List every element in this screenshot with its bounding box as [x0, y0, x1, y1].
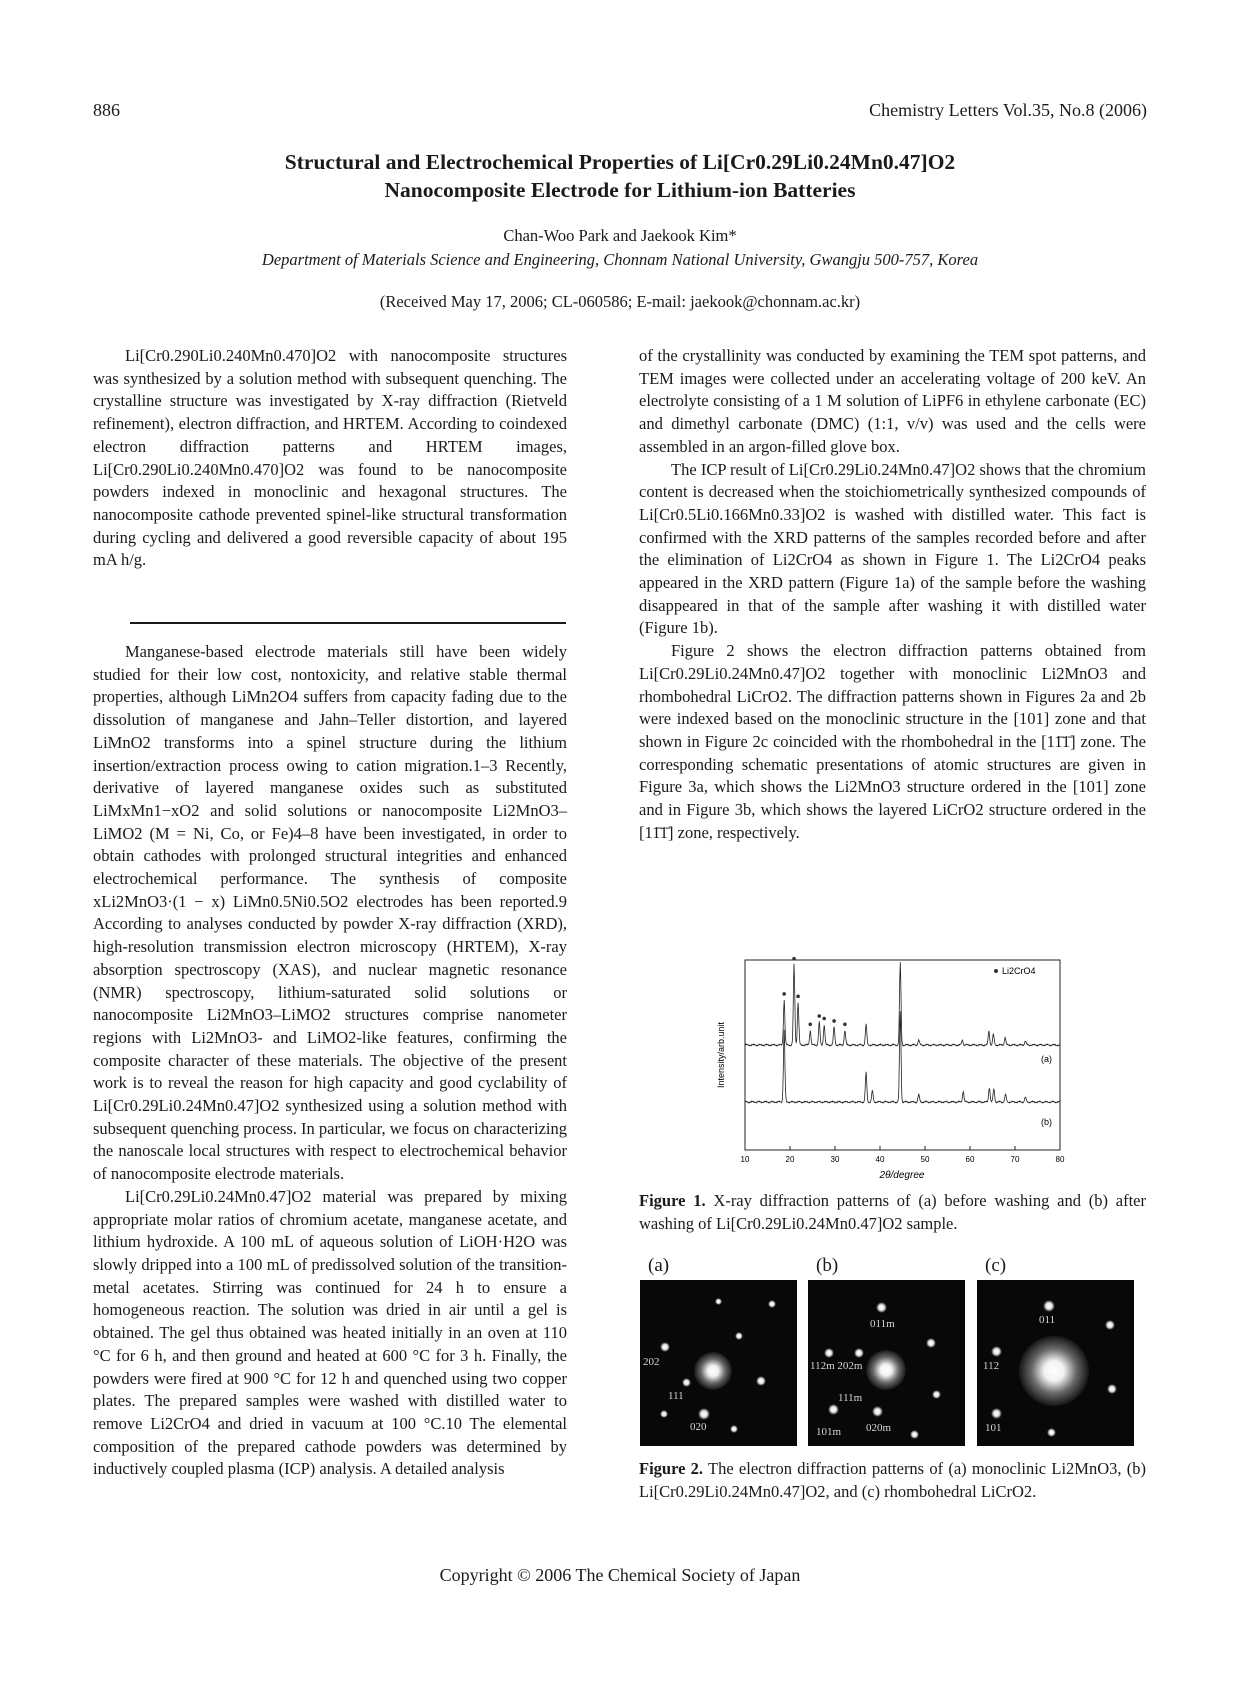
x-tick-label: 60 [965, 1155, 975, 1164]
received-line: (Received May 17, 2006; CL-060586; E-mail: jaekook@chonnam.ac.kr) [379, 292, 861, 311]
index-label: 112m 202m [810, 1360, 863, 1372]
index-label: 112 [983, 1360, 1000, 1372]
index-label: 111 [668, 1390, 684, 1402]
series-label-a: (a) [1041, 1054, 1052, 1064]
li2cro4-peak-marker [832, 1019, 836, 1023]
index-label: 020 [690, 1421, 707, 1433]
legend-label: Li2CrO4 [1002, 966, 1036, 976]
figure1-caption [639, 1190, 1146, 1235]
x-tick-label: 20 [785, 1155, 795, 1164]
li2cro4-peak-marker [843, 1022, 847, 1026]
panel-label-c: (c) [985, 1255, 1007, 1276]
central-beam [694, 1352, 732, 1390]
diffraction-pattern-b [808, 1280, 965, 1446]
li2cro4-peak-marker [796, 995, 800, 999]
x-tick-label: 30 [830, 1155, 840, 1164]
paper-title-line1: Structural and Electrochemical Properties of Li[Cr0.29Li0.24Mn0.47]O2 [284, 150, 956, 174]
x-tick-label: 50 [920, 1155, 930, 1164]
li2cro4-peak-marker [817, 1014, 821, 1018]
x-tick-label: 10 [740, 1155, 750, 1164]
figure2-caption-label: Figure 2. [639, 1459, 704, 1478]
abstract-text: Li[Cr0.290Li0.240Mn0.470]O2 with nanocomposite structures was synthesized by a solution method with subsequent quenching. The crystalline structure was investigated by X-ray diffraction (Rietveld refinement), electron diffraction, and HRTEM. According to coindexed electron diffraction patterns and HRTEM images, Li[Cr0.290Li0.240Mn0.470]O2 was found to be nanocomposite powders indexed in monoclinic and hexagonal structures. The nanocomposite cathode prevented spinel-like structural transformation during cycling and delivered a good reversible capacity of about 195 mA h/g. [93, 346, 567, 570]
abstract-divider [130, 622, 566, 624]
li2cro4-peak-marker [792, 957, 796, 961]
authors: Chan-Woo Park and Jaekook Kim* [503, 226, 737, 245]
x-tick-label: 40 [875, 1155, 885, 1164]
li2cro4-peak-marker [822, 1017, 826, 1021]
page-number: 886 [93, 100, 120, 120]
paper-title-line2: Nanocomposite Electrode for Lithium-ion Batteries [384, 178, 856, 202]
figure2-caption [639, 1458, 1146, 1503]
plot-frame [745, 960, 1060, 1150]
x-tick-label: 70 [1010, 1155, 1020, 1164]
diffraction-pattern-c [977, 1280, 1134, 1446]
central-beam [1019, 1336, 1089, 1406]
xrd-chart [700, 950, 1080, 1185]
index-label: 111m [838, 1392, 863, 1404]
figure1-caption-text: X-ray diffraction patterns of (a) before washing and (b) after washing of Li[Cr0.29Li0.24Mn0.47]O2 sample. [639, 1191, 1146, 1233]
central-beam [866, 1350, 906, 1390]
panel-label-b: (b) [816, 1255, 839, 1276]
figure1-caption-label: Figure 1. [639, 1191, 706, 1210]
index-label: 101 [985, 1422, 1002, 1434]
index-label: 011m [870, 1318, 895, 1330]
index-label: 101m [816, 1426, 842, 1438]
legend-marker [994, 969, 998, 973]
index-label: 011 [1039, 1314, 1056, 1326]
xrd-series-b [745, 1011, 1060, 1103]
journal-header: Chemistry Letters Vol.35, No.8 (2006) [869, 100, 1147, 120]
x-axis-label: 2θ/degree [879, 1170, 925, 1181]
affiliation: Department of Materials Science and Engineering, Chonnam National University, Gwangju 500-757, Korea [261, 250, 979, 269]
li2cro4-peak-marker [782, 992, 786, 996]
index-label: 020m [866, 1422, 892, 1434]
panel-label-a: (a) [648, 1255, 670, 1276]
figure2-caption-text: The electron diffraction patterns of (a) monoclinic Li2MnO3, (b) Li[Cr0.29Li0.24Mn0.47]O2, and (c) rhombohedral LiCrO2. [639, 1459, 1146, 1501]
li2cro4-peak-marker [808, 1022, 812, 1026]
body-left-column [93, 641, 567, 1481]
diffraction-pattern-a [640, 1280, 797, 1446]
index-label: 202 [643, 1356, 660, 1368]
body-paragraph: Manganese-based electrode materials still have been widely studied for their low cost, nontoxicity, and relative stable thermal properties, although LiMn2O4 suffers from capacity fading due to the dissolution of manganese and Jahn–Teller distortion, and layered LiMnO2 transforms into a spinel structure during the lithium insertion/extraction process owing to cation migration.1–3 Recently, derivative of layered manganese oxides such as substituted LiMxMn1−xO2 and solid solutions or nanocomposite Li2MnO3–LiMO2 (M = Ni, Co, or Fe)4–8 have been investigated, in order to obtain cathodes with prolonged structural integrities and enhanced electrochemical performance. The synthesis of composite xLi2MnO3·(1 − x) LiMn0.5Ni0.5O2 electrodes has been reported.9 According to analyses conducted by powder X-ray diffraction (XRD), high-resolution transmission electron microscopy (HRTEM), X-ray absorption spectroscopy (XAS), and nuclear magnetic resonance (NMR) spectroscopy, lithium-saturated solid solutions or nanocomposite Li2MnO3–LiMO2 structures comprise nanometer regions with Li2MnO3- and LiMO2-like features, confirming the composite character of these materials. The objective of the present work is to reveal the reason for high capacity and good cyclability of Li[Cr0.29Li0.24Mn0.47]O2 synthesized using a solution method with subsequent quenching process. In particular, we focus on characterizing the nanoscale local structures with respect to electrochemical behavior of nanocomposite electrode materials. [93, 642, 567, 1184]
body-paragraph: The ICP result of Li[Cr0.29Li0.24Mn0.47]O2 shows that the chromium content is decreased when the stoichiometrically synthesized compounds of Li[Cr0.5Li0.166Mn0.33]O2 is washed with distilled water. This fact is confirmed with the XRD patterns of the samples recorded before and after the elimination of Li2CrO4 as shown in Figure 1. The Li2CrO4 peaks appeared in the XRD pattern (Figure 1a) of the sample before the washing disappeared in that of the sample after washing it with distilled water (Figure 1b). [639, 459, 1146, 638]
x-tick-label: 80 [1055, 1155, 1065, 1164]
body-paragraph: Li[Cr0.29Li0.24Mn0.47]O2 material was prepared by mixing appropriate molar ratios of chromium acetate, manganese acetate, and lithium hydroxide. A 100 mL of aqueous solution of LiOH·H2O was slowly dripped into a 100 mL of predissolved solution of the transition-metal acetates. Stirring was continued for 24 h to ensure a homogeneous reaction. The solution was dried in air until a gel is obtained. The gel thus obtained was heated initially in an oven at 110 °C for 6 h, and then ground and heated at 600 °C for 3 h. Finally, the powders were fired at 900 °C for 12 h and quenched using two copper plates. The prepared samples were washed with distilled water to remove Li2CrO4 and dried in vacuum at 100 °C.10 The elemental composition of the prepared cathode powders was determined by inductively coupled plasma (ICP) analysis. A detailed analysis [93, 1186, 567, 1479]
body-paragraph: Figure 2 shows the electron diffraction patterns obtained from Li[Cr0.29Li0.24Mn0.47]O2 together with monoclinic Li2MnO3 and rhombohedral LiCrO2. The diffraction patterns shown in Figures 2a and 2b were indexed based on the monoclinic structure in the [101] zone and that shown in Figure 2c coincided with the rhombohedral in the [11̄1̄] zone. The corresponding schematic presentations of atomic structures are given in Figure 3a, which shows the Li2MnO3 structure ordered in the [101] zone and in Figure 3b, which shows the layered LiCrO2 structure ordered in the [11̄1̄] zone, respectively. [639, 641, 1146, 842]
abstract [93, 345, 567, 572]
y-axis-label: Intensity/arb.unit [716, 1021, 726, 1089]
body-paragraph: of the crystallinity was conducted by examining the TEM spot patterns, and TEM images were collected under an accelerating voltage of 200 keV. An electrolyte consisting of a 1 M solution of LiPF6 in ethylene carbonate (EC) and dimethyl carbonate (DMC) (1:1, v/v) was used and the cells were assembled in an argon-filled glove box. [639, 346, 1146, 456]
body-right-column [639, 345, 1146, 844]
series-label-b: (b) [1041, 1117, 1052, 1127]
copyright-footer: Copyright © 2006 The Chemical Society of Japan [439, 1565, 801, 1585]
